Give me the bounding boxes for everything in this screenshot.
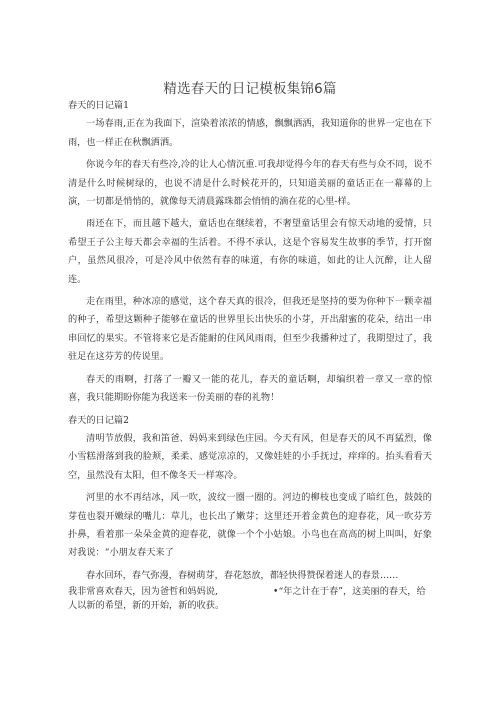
document-title: 精选春天的日记模板集锦6篇 xyxy=(163,81,337,97)
paragraph: 一场春雨,正在为我面下，渲染着浓浓的情感，飘飘洒洒，我知道你的世界一定也在下雨，也一样正在秋飘洒洒。 xyxy=(68,118,432,148)
document-body xyxy=(68,97,432,613)
paragraph: 我非常喜欢春天，因为爸哲和妈妈说, •“年之计在于春”，这美丽的春天，给人以新的希望，新的开始，新的收获。 xyxy=(68,586,426,612)
paragraph: 清明节放假，我和笛爸、妈妈来到绿色庄园。今天有风，但是春天的风不再猛烈，像小雪糕滑落到我的脸颊，柔柔、感觉凉凉的，又像娃娃的小手抚过，痒痒的。抬头看看天空，虽然没有太阳，但不像冬天一样寒冷。 xyxy=(68,432,432,481)
paragraph: 你说今年的春天有些冷,冷的让人心情沉重.可我却觉得今年的春天有些与众不同，说不清是什么时候树绿的，也说不清是什么时候花开的，只知道美丽的童话正在一幕幕的上演，一切都是悄悄的，就像每天清晨露珠都会悄悄的滴在花的心里-样。 xyxy=(68,159,432,208)
section-heading: 春天的日记篇2 xyxy=(68,414,129,426)
paragraph: 雨还在下，而且越下越大，童话也在继续着，不奢望童话里会有惊天动地的爱情，只希望王子公主每天都会幸福的生活着。不得不承认，这是个容易发生故事的季节，打开窗户，虽然风很冷，可是冷风中依然有春的味道，有你的味道，如此的让人沉醉，让人留连。 xyxy=(68,218,432,285)
paragraph: 春水回环，春气弥漫，春树萌芽，春花怒放，都轻快得赞保着迷人的春景…… xyxy=(86,569,399,581)
paragraph: 走在雨里，种冰凉的感觉，这个春天真的很冷，但我还是坚持的要为你种下一颗幸福的种子，希望这颗种子能够在童话的世界里长出快乐的小芽，开出甜蜜的花朵，结出一串串回忆的果实。不管将来它是否能耐的住风风雨雨，但至少我播种过了，我期望过了，我驻足在这芬芳的传说里。 xyxy=(68,296,432,363)
paragraph: 河里的水不再结冰，风一吹，波纹一圈一圈的。河边的柳枝也变成了暗红色，鼓鼓的芽苞也裂开嫩绿的嘴儿：草儿，也长出了嫩芽；这里还开着金黄色的迎春花，风一吹芬芳扑鼻，看着那一朵朵金黄的迎春花，就像一个个小姑娘。小鸟也在高高的树上叫叫，好象对我说：“小朋友春天来了 xyxy=(68,492,432,559)
section-heading: 春天的日记篇1 xyxy=(68,100,129,111)
paragraph: 春天的雨啊，打落了一瓣又一能的花儿，春天的童话啊，却编织着一章又一章的惊喜，我只能期盼你能为我送来一份美丽的春的礼物！ xyxy=(68,373,432,404)
